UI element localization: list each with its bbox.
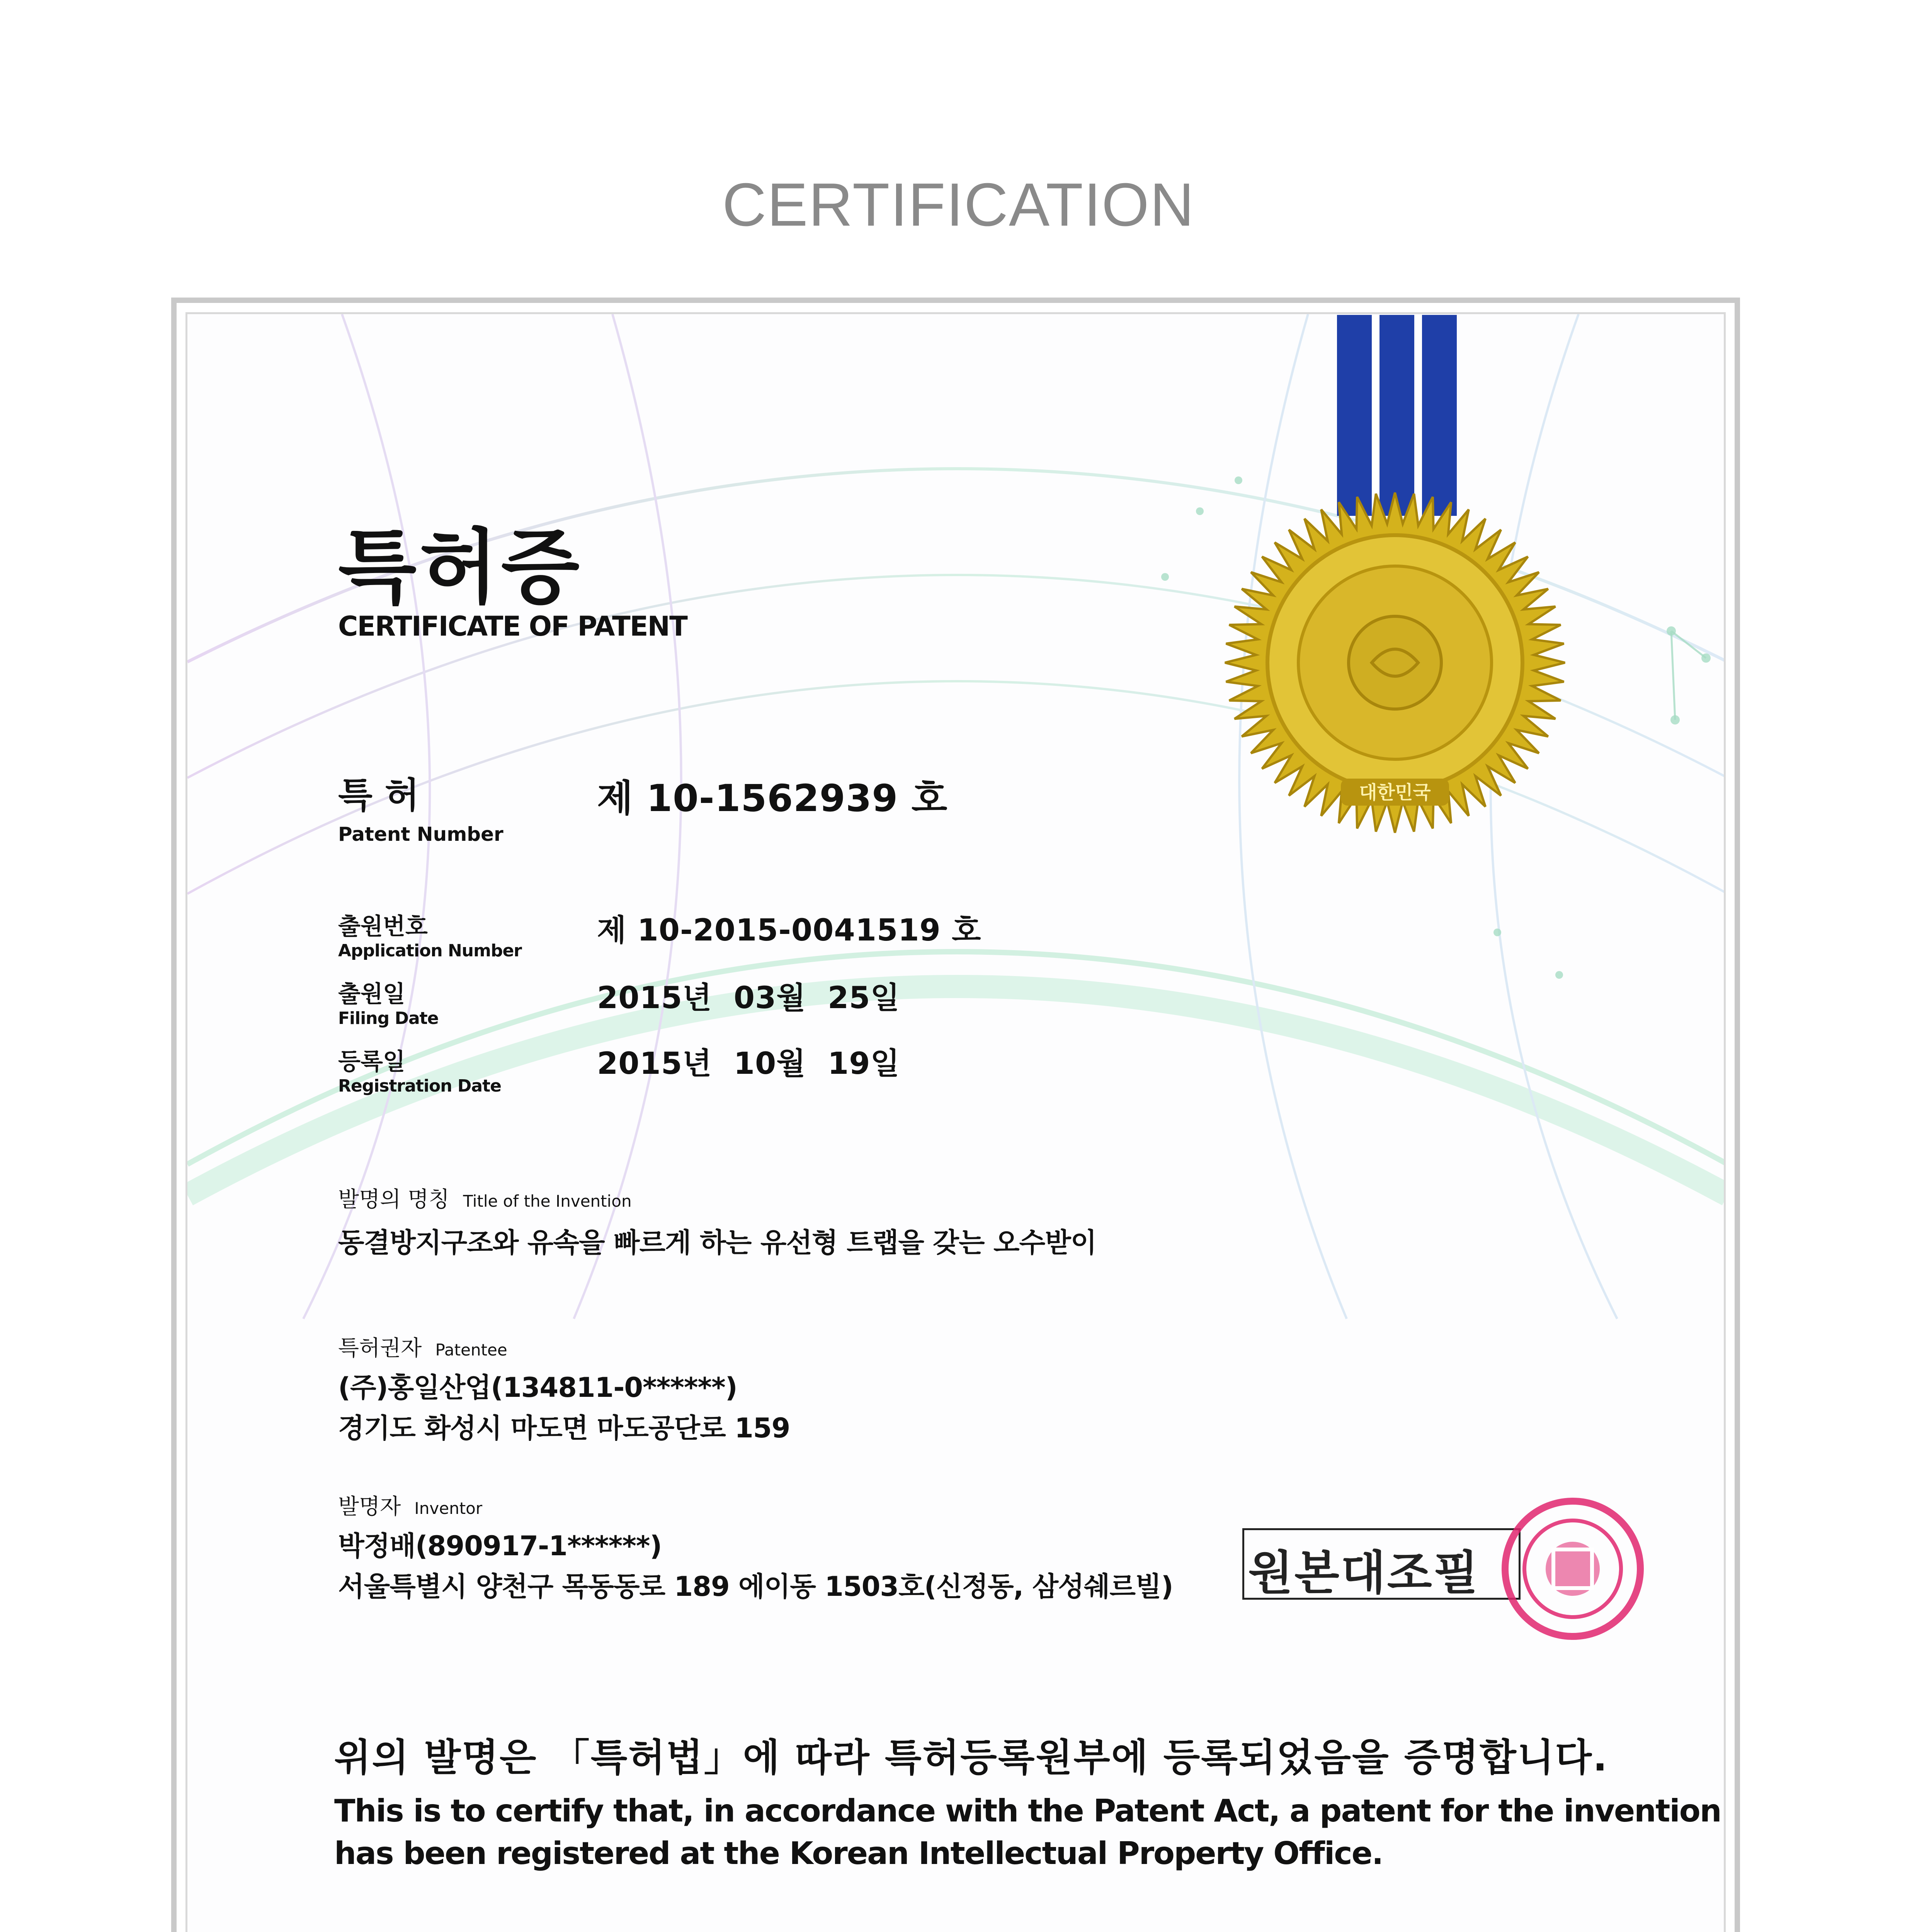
patentee-name: (주)홍일산업(134811-0******): [338, 1372, 737, 1403]
gold-medal-seal: [1209, 315, 1580, 848]
certification-statement-en-line2: has been registered at the Korean Intellectual Property Office.: [334, 1835, 1383, 1871]
invention-label-en: Title of the Invention: [463, 1192, 632, 1211]
registration-date-label-kr: 등록일: [338, 1048, 405, 1075]
invention-label: [338, 1182, 632, 1213]
invention-label-kr: 발명의 명칭: [338, 1187, 450, 1212]
inventor-name: 박정배(890917-1******): [338, 1530, 662, 1562]
filing-date-value: 2015년 03월 25일: [597, 981, 900, 1015]
patentee-label: [338, 1331, 507, 1362]
patent-number-label-kr: 특 허: [338, 775, 419, 816]
inventor-label: [338, 1490, 482, 1520]
certification-statement-kr: 위의 발명은 「특허법」에 따라 특허등록원부에 등록되었음을 증명합니다.: [334, 1736, 1609, 1780]
copy-verified-stamp-text: 원본대조필: [1248, 1546, 1480, 1600]
application-number-value: 제 10-2015-0041519 호: [597, 913, 981, 948]
filing-date-label-en: Filing Date: [338, 1009, 439, 1028]
application-number-label-en: Application Number: [338, 941, 522, 961]
filing-date-label-kr: 출원일: [338, 981, 405, 1008]
medal-caption: 대한민국: [1359, 782, 1431, 803]
inventor-label-en: Inventor: [414, 1499, 483, 1518]
certification-statement-en-line1: This is to certify that, in accordance with the Patent Act, a patent for the invention: [334, 1793, 1721, 1829]
patentee-address: 경기도 화성시 마도면 마도공단로 159: [338, 1412, 790, 1444]
certificate-title-kr: 특허증: [338, 520, 583, 615]
patent-number-value: 제 10-1562939 호: [597, 777, 948, 820]
red-seal-stamp: [1499, 1495, 1646, 1642]
registration-date-value: 2015년 10월 19일: [597, 1046, 900, 1081]
registration-date-label-en: Registration Date: [338, 1076, 501, 1096]
patentee-label-kr: 특허권자: [338, 1336, 422, 1361]
certificate-title-en: CERTIFICATE OF PATENT: [338, 611, 687, 642]
patentee-label-en: Patentee: [435, 1340, 507, 1359]
patent-number-label-en: Patent Number: [338, 823, 503, 845]
invention-title-value: 동결방지구조와 유속을 빠르게 하는 유선형 트랩을 갖는 오수받이: [338, 1227, 1097, 1259]
application-number-label-kr: 출원번호: [338, 913, 428, 940]
inventor-address: 서울특별시 양천구 목동동로 189 에이동 1503호(신정동, 삼성쉐르빌): [338, 1571, 1173, 1602]
page-title: CERTIFICATION: [722, 171, 1195, 239]
inventor-label-kr: 발명자: [338, 1494, 401, 1519]
